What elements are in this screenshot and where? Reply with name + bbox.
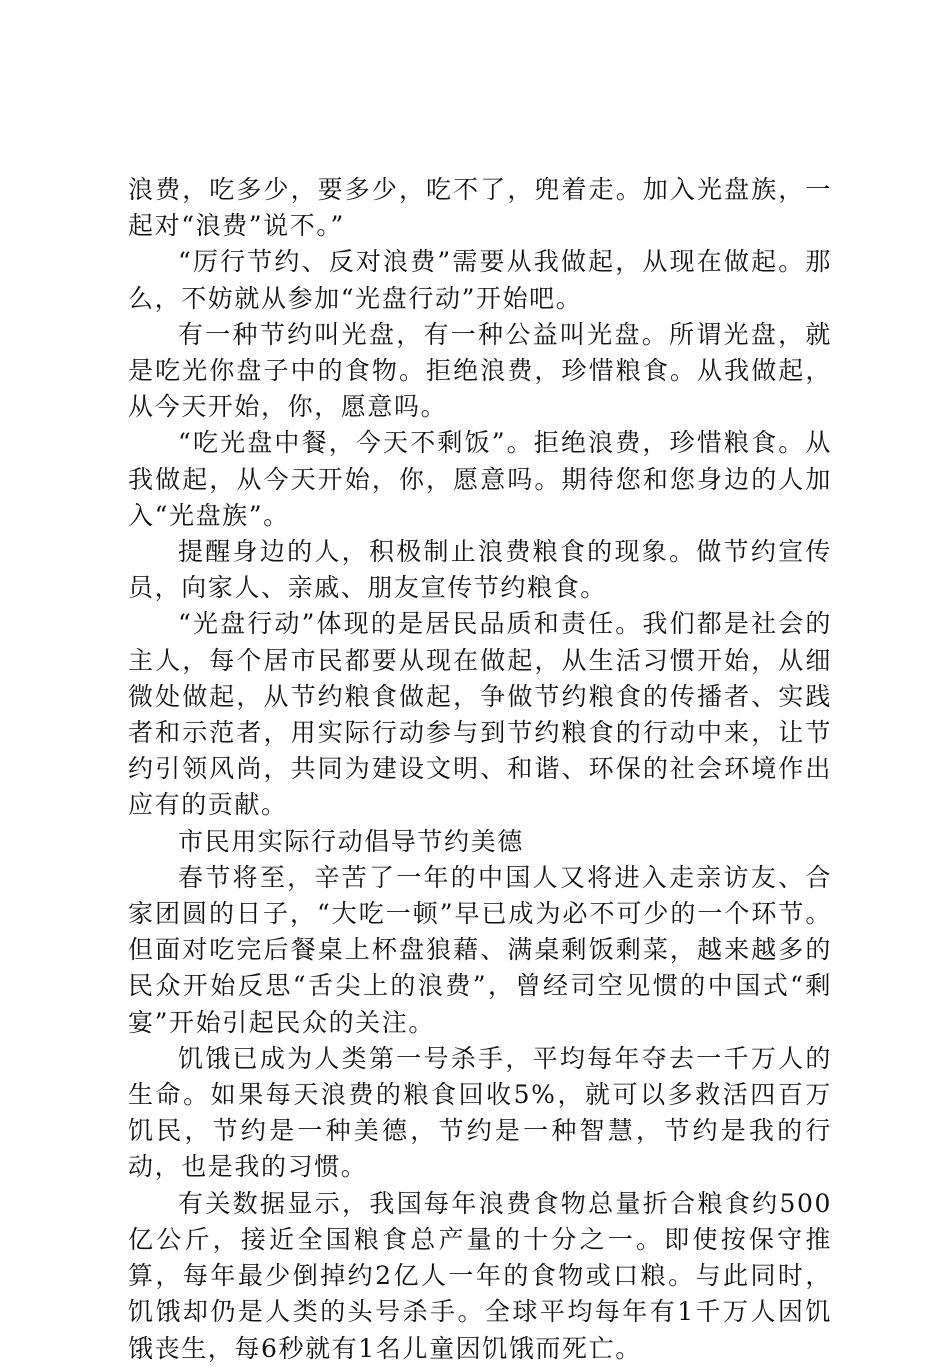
paragraph: 饥饿已成为人类第一号杀手，平均每年夺去一千万人的生命。如果每天浪费的粮食回收5%，就可以多救活四百万饥民，节约是一种美德，节约是一种智慧，节约是我的行动，也是我的习惯。: [128, 1043, 832, 1182]
paragraph-continuation: 浪费，吃多少，要多少，吃不了，兜着走。加入光盘族，一起对“浪费”说不。”: [128, 175, 832, 241]
paragraph: “吃光盘中餐，今天不剩饭”。拒绝浪费，珍惜粮食。从我做起，从今天开始，你，愿意吗。期待您和您身边的人加入“光盘族”。: [128, 428, 832, 530]
section-heading: 市民用实际行动倡导节约美德: [178, 826, 524, 856]
document-page: [128, 172, 832, 1367]
paragraph: 有一种节约叫光盘，有一种公益叫光盘。所谓光盘，就是吃光你盘子中的食物。拒绝浪费，珍惜粮食。从我做起，从今天开始，你，愿意吗。: [128, 319, 832, 422]
paragraph: “光盘行动”体现的是居民品质和责任。我们都是社会的主人，每个居市民都要从现在做起，从生活习惯开始，从细微处做起，从节约粮食做起，争做节约粮食的传播者、实践者和示范者，用实际行动参与到节约粮食的行动中来，让节约引领风尚，共同为建设文明、和谐、环保的社会环境作出应有的贡献。: [128, 609, 832, 820]
paragraph: 有关数据显示，我国每年浪费食物总量折合粮食约500亿公斤，接近全国粮食总产量的十分之一。即使按保守推算，每年最少倒掉约2亿人一年的食物或口粮。与此同时，饥饿却仍是人类的头号杀手。全球平均每年有1千万人因饥饿丧生，每6秒就有1名儿童因饥饿而死亡。: [128, 1188, 832, 1363]
paragraph: “厉行节约、反对浪费”需要从我做起，从现在做起。那么，不妨就从参加“光盘行动”开始吧。: [128, 247, 832, 313]
paragraph: 春节将至，辛苦了一年的中国人又将进入走亲访友、合家团圆的日子，“大吃一顿”早已成为必不可少的一个环节。但面对吃完后餐桌上杯盘狼藉、满桌剩饭剩菜，越来越多的民众开始反思“舌尖上的浪费”，曾经司空见惯的中国式“剩宴”开始引起民众的关注。: [128, 862, 832, 1037]
paragraph: 提醒身边的人，积极制止浪费粮食的现象。做节约宣传员，向家人、亲戚、朋友宣传节约粮食。: [128, 537, 832, 603]
